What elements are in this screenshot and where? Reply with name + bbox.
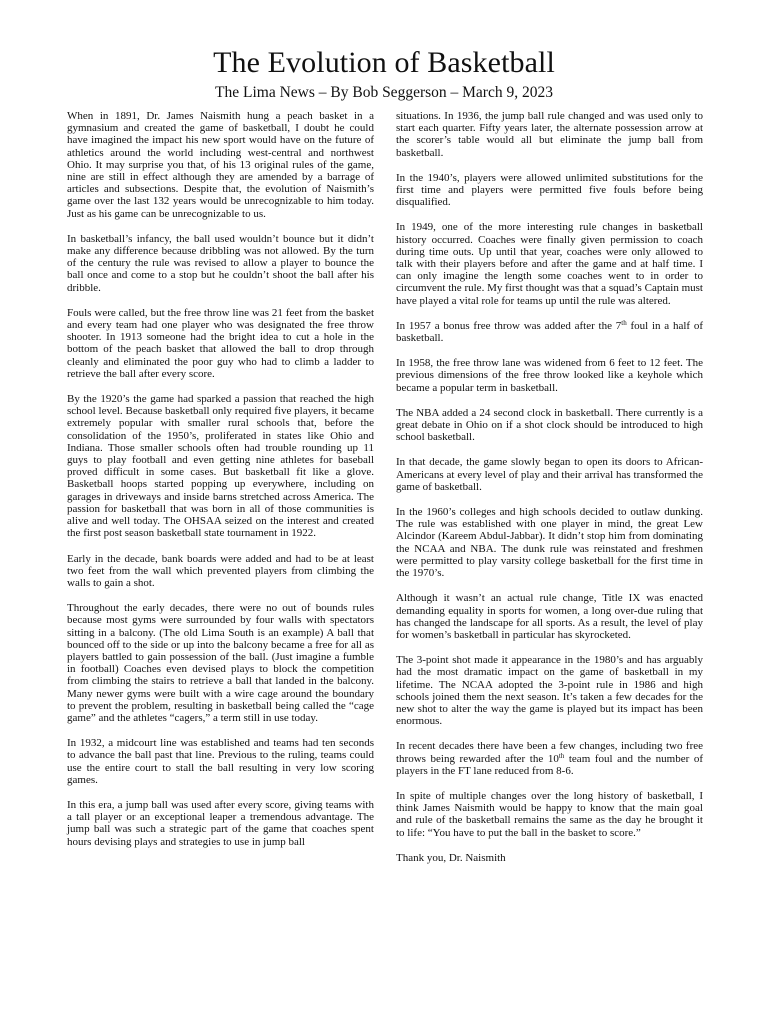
paragraph: In this era, a jump ball was used after every score, giving teams with a tall player or an exceptional leaper a tremendous advantage. The jump ball was such a strategic part of the game that coaches spent hours devising plays and strategies to use in jump ball (67, 798, 374, 848)
paragraph: In the 1960’s colleges and high schools decided to outlaw dunking. The rule was established with one player in mind, the great Lew Alcindor (Kareem Abdul-Jabbar). It didn’t stop him from dominating the NCAA and NBA. The dunk rule was reinstated and freshmen were permitted to play varsity college basketball for the first time in the 1970’s. (396, 506, 703, 580)
left-column (67, 110, 374, 877)
paragraph: In that decade, the game slowly began to open its doors to African-Americans at every level of play and their arrival has transformed the game of basketball. (396, 456, 703, 493)
paragraph-text: In recent decades there have been a few changes, including two free throws being rewarded after the 10 (396, 740, 703, 765)
paragraph: Although it wasn’t an actual rule change, Title IX was enacted demanding equality in sports for women, a long over-due ruling that has changed the landscape for all sports. As a result, the level of play for women’s basketball in particular has skyrocketed. (396, 592, 703, 641)
paragraph: The 3-point shot made it appearance in the 1980’s and has arguably had the most dramatic impact on the game of basketball in my lifetime. The NCAA adopted the 3-point rule in 1986 and high schools joined them the next season. It’s taken a few decades for the new shot to alter the way the game is played but its impact has been enormous. (396, 654, 703, 728)
paragraph: In spite of multiple changes over the long history of basketball, I think James Naismith would be happy to know that the main goal and rule of the basketball remains the same as the day he brought it to life: “You have to put the ball in the basket to score.” (396, 789, 703, 839)
paragraph-bonus-free-throw (396, 320, 703, 344)
paragraph: In the 1940’s, players were allowed unlimited substitutions for the first time and players were permitted five fouls before being disqualified. (396, 171, 703, 209)
paragraph: In 1949, one of the more interesting rule changes in basketball history occurred. Coaches were finally given permission to coach during time outs. Up until that year, coaches were only allowed to talk with their players before and after the game and at half time. I can only imagine the length some coaches went to in order to circumvent the rule. My first thought was that a squad’s Captain must have played a vital role for teams up until the rule was altered. (396, 221, 703, 307)
ordinal-superscript: th (621, 318, 627, 327)
paragraph-recent-changes (396, 740, 703, 777)
paragraph: When in 1891, Dr. James Naismith hung a peach basket in a gymnasium and created the game of basketball, I doubt he could have imagined the impact his new sport would have on the future of athletics around the world including west-central and northwest Ohio. It may surprise you that, of his 13 original rules of the game, nine are still in effect although they are amended by a barrage of articles and subsections. Despite that, the evolution of Naismith’s game over the last 132 years would be unrecognizable to him today. Just as his game can be unrecognizable to us. (67, 110, 374, 220)
paragraph-text: foul in a half of basketball. (396, 319, 703, 345)
closing-line: Thank you, Dr. Naismith (396, 851, 506, 864)
paragraph: Early in the decade, bank boards were added and had to be at least two feet from the wall which prevented players from climbing the walls to gain a shot. (67, 552, 374, 589)
ordinal-superscript: th (558, 751, 565, 760)
paragraph-text: team foul and the number of players in the FT lane reduced from 8-6. (396, 752, 703, 777)
paragraph: By the 1920’s the game had sparked a passion that reached the high school level. Because basketball only required five players, it became extremely popular with smaller rural schools that, before the consolidation of the 1950’s, proliferated in states like Ohio and Indiana. Those smaller schools often had trouble rounding up 11 guys to play football and even getting nine athletes for baseball proved difficult in some cases. But basketball fit like a glove. Basketball hoops started popping up everywhere, including on garages in driveways and inside barns stretched across America. The passion for basketball that was born in all of those communities is alive and well today. The OHSAA seized on the interest and created the first post season basketball state tournament in 1922. (67, 393, 374, 540)
paragraph: The NBA added a 24 second clock in basketball. There currently is a great debate in Ohio on if a shot clock should be introduced to high school basketball. (396, 406, 703, 444)
paragraph: situations. In 1936, the jump ball rule changed and was used only to start each quarter. Fifty years later, the alternate possession arrow at the scorer’s table would all but eliminate the jump ball from basketball. (396, 110, 703, 159)
paragraph: In 1932, a midcourt line was established and teams had ten seconds to advance the ball past that line. Previous to the ruling, teams could use the entire court to stall the ball resulting in very low scoring games. (67, 737, 374, 786)
article-body (67, 110, 703, 877)
paragraph-text: In 1957 a bonus free throw was added after the 7 (396, 319, 622, 332)
article-byline: The Lima News – By Bob Seggerson – March 9, 2023 (215, 84, 553, 101)
paragraph: In 1958, the free throw lane was widened from 6 feet to 12 feet. The previous dimensions of the free throw looked like a keyhole which became a popular term in basketball. (396, 357, 703, 394)
right-column (396, 110, 703, 877)
paragraph: Fouls were called, but the free throw line was 21 feet from the basket and every team had one player who was designated the free throw shooter. In 1913 someone had the bright idea to cut a hole in the bottom of the peach basket that allowed the ball to drop through cleanly and eliminated the poor guy who had to climb a ladder to retrieve the ball after every score. (67, 306, 374, 380)
paragraph: In basketball’s infancy, the ball used wouldn’t bounce but it didn’t make any difference because dribbling was not allowed. By the turn of the century the rule was revised to allow a player to bounce the ball once and come to a stop but he couldn’t shoot the ball after his dribble. (67, 232, 374, 294)
paragraph: Throughout the early decades, there were no out of bounds rules because most gyms were surrounded by four walls with spectators sitting in a balcony. (The old Lima South is an example) A ball that bounced off to the side or up into the balcony became a free for all as players battled to gain possession of the ball. (Just imagine a fumble in football) Coaches even devised plays to block the competition from climbing the stairs to retrieve a ball that landed in the balcony. Many newer gyms were built with a wire cage around the boundary to prevent the problem, resulting in basketball being called the “cage game” and the athletes “cagers,” a term still in use today. (67, 602, 374, 724)
article-title: The Evolution of Basketball (213, 46, 555, 79)
